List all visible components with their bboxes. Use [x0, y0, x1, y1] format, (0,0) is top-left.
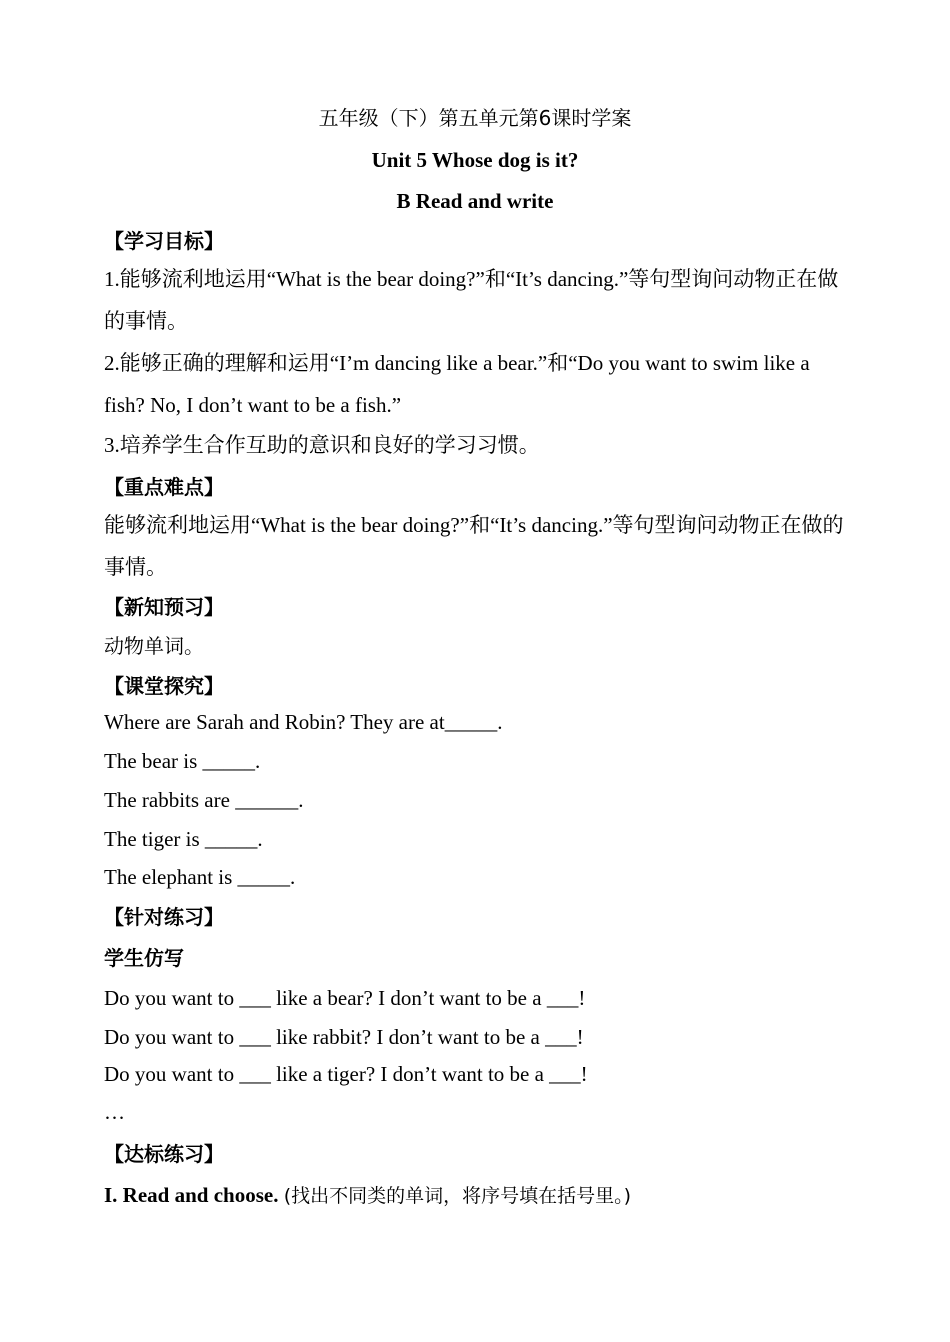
goal-item-2: 2.能够正确的理解和运用“I’m dancing like a bear.”和“Do you want to swim like a fish? No, I don’t want to be a fish.”	[104, 351, 810, 417]
explore-line: The elephant is _____.	[104, 865, 296, 889]
explore-line: The rabbits are ______.	[104, 788, 304, 812]
explore-line: The tiger is _____.	[104, 827, 263, 851]
lesson-title: B Read and write	[396, 189, 554, 213]
goals-heading: 【学习目标】	[104, 229, 224, 253]
explore-line: The bear is _____.	[104, 749, 261, 773]
page-title: 五年级（下）第五单元第6课时学案	[318, 106, 632, 130]
test-question-1	[104, 1182, 631, 1209]
test-heading: 【达标练习】	[104, 1142, 224, 1166]
practice-subheading: 学生仿写	[104, 946, 184, 970]
question-instruction: (找出不同类的单词，将序号填在括号里。)	[283, 1185, 632, 1207]
keypoints-heading: 【重点难点】	[104, 475, 224, 499]
practice-line: Do you want to ___ like a tiger? I don’t want to be a ___!	[104, 1062, 588, 1086]
goal-item-1: 1.能够流利地运用“What is the bear doing?”和“It’s dancing.”等句型询问动物正在做的事情。	[104, 267, 839, 333]
preview-text: 动物单词。	[104, 634, 204, 658]
preview-heading: 【新知预习】	[104, 595, 224, 619]
practice-heading: 【针对练习】	[104, 905, 224, 929]
explore-heading: 【课堂探究】	[104, 674, 224, 698]
practice-line: Do you want to ___ like a bear? I don’t want to be a ___!	[104, 986, 586, 1010]
unit-title: Unit 5 Whose dog is it?	[371, 148, 579, 172]
practice-ellipsis: …	[104, 1100, 125, 1124]
goal-item-3: 3.培养学生合作互助的意识和良好的学习习惯。	[104, 433, 540, 457]
practice-line: Do you want to ___ like rabbit? I don’t want to be a ___!	[104, 1025, 584, 1049]
keypoints-text: 能够流利地运用“What is the bear doing?”和“It’s dancing.”等句型询问动物正在做的事情。	[104, 513, 844, 579]
explore-line: Where are Sarah and Robin? They are at_____.	[104, 710, 503, 734]
question-label: I. Read and choose.	[104, 1183, 279, 1207]
